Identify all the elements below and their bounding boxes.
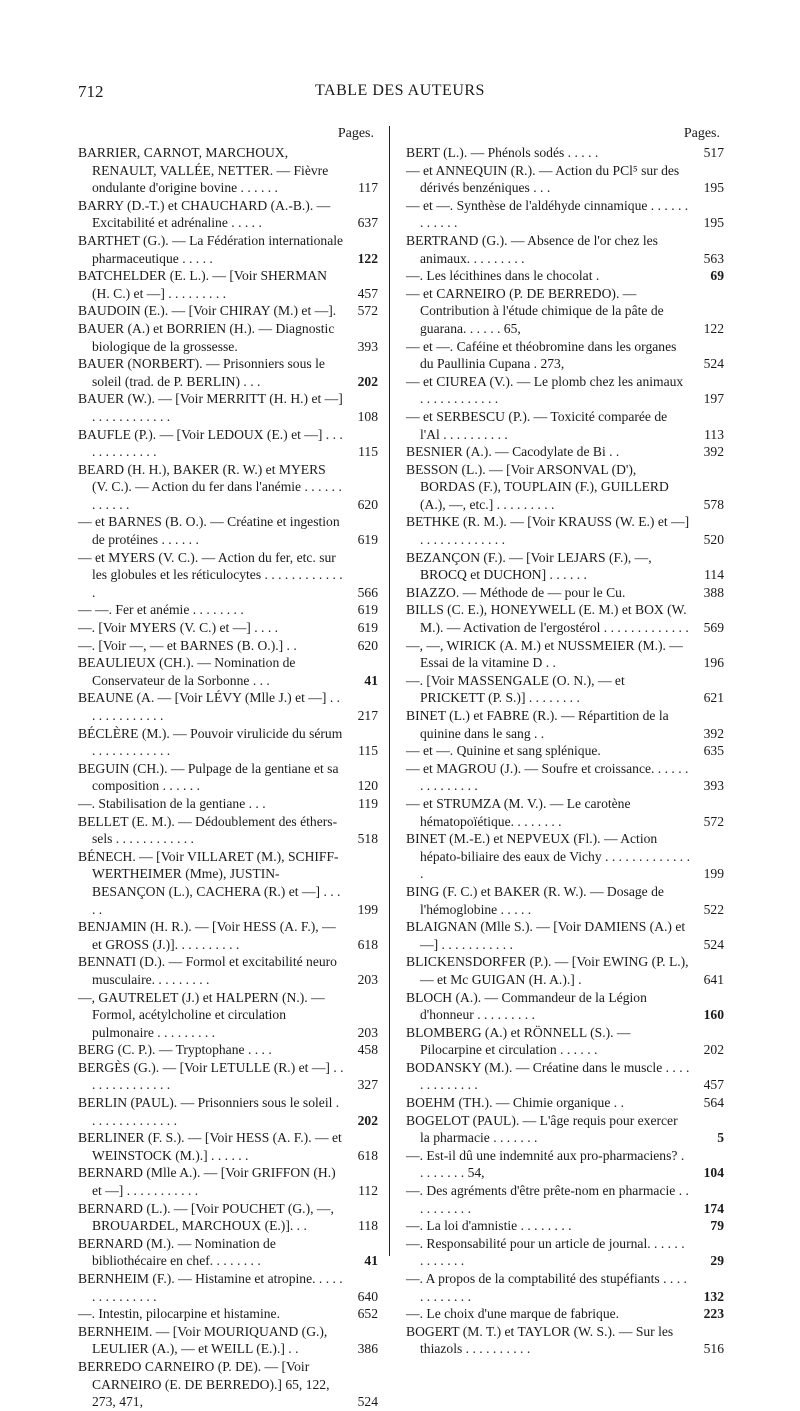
- index-entry: [406, 953, 724, 988]
- index-entry: [78, 1094, 378, 1129]
- entry-text: BILLS (C. E.), HONEYWELL (E. M.) et BOX (W. M.). — Activation de l'ergostérol . . . . . . . . . . . . .: [406, 602, 689, 636]
- entry-page-number: 122: [703, 320, 724, 336]
- index-entry: [78, 725, 378, 760]
- entry-text: — et MYERS (V. C.). — Action du fer, etc. sur les globules et les réticulocytes . . . . . . . . . . . . .: [78, 549, 343, 600]
- index-entry: [406, 795, 724, 830]
- entry-page-number: 117: [358, 180, 378, 196]
- index-entry: [406, 760, 724, 795]
- entry-text: BLOMBERG (A.) et RÖNNELL (S.). — Pilocarpine et circulation . . . . . .: [406, 1024, 631, 1058]
- entry-page-number: 223: [703, 1306, 724, 1322]
- column-divider: [389, 126, 390, 1256]
- entry-page-number: 641: [703, 971, 724, 987]
- entry-text: BEAULIEUX (CH.). — Nomination de Conservateur de la Sorbonne . . .: [78, 655, 296, 688]
- index-entry: [406, 1270, 724, 1305]
- entry-text: BERNHEIM (F.). — Histamine et atropine. . . . . . . . . . . . . . .: [78, 1271, 343, 1304]
- index-entry: [78, 1129, 378, 1164]
- index-entry: [406, 989, 724, 1024]
- entry-page-number: 174: [703, 1200, 724, 1216]
- entry-text: —. Des agréments d'être prête-nom en pharmacie . . . . . . . . . .: [406, 1183, 689, 1216]
- entry-page-number: 652: [357, 1306, 378, 1322]
- entry-text: BÉNECH. — [Voir VILLARET (M.), SCHIFF-WERTHEIMER (Mme), JUSTIN-BESANÇON (L.), CACHERA (R.) et —] . . . . .: [78, 848, 341, 917]
- entry-text: — et STRUMZA (M. V.). — Le carotène hématopoïétique. . . . . . . .: [406, 795, 631, 829]
- entry-page-number: 195: [703, 180, 724, 196]
- entry-text: BERGÈS (G.). — [Voir LETULLE (R.) et —] . . . . . . . . . . . . . .: [78, 1059, 344, 1093]
- page-number: 712: [78, 82, 104, 101]
- index-entry: [78, 601, 378, 619]
- entry-text: —. A propos de la comptabilité des stupéfiants . . . . . . . . . . . .: [406, 1271, 687, 1304]
- entry-text: — et MAGROU (J.). — Soufre et croissance. . . . . . . . . . . . . . .: [406, 760, 689, 794]
- right-column: [406, 124, 724, 1358]
- index-entry: [406, 707, 724, 742]
- entry-page-number: 118: [358, 1218, 378, 1234]
- entry-text: BING (F. C.) et BAKER (R. W.). — Dosage de l'hémoglobine . . . . .: [406, 883, 664, 917]
- entry-page-number: 458: [357, 1042, 378, 1058]
- entry-page-number: 393: [357, 338, 378, 354]
- index-entry: [406, 373, 724, 408]
- index-entry: [406, 1059, 724, 1094]
- entry-text: BLICKENSDORFER (P.). — [Voir EWING (P. L.), — et Mc GUIGAN (H. A.).] .: [406, 954, 689, 987]
- index-entry: [406, 1094, 724, 1112]
- index-entry: [406, 1182, 724, 1217]
- index-entry: [406, 267, 724, 285]
- index-entry: [78, 637, 378, 655]
- entry-page-number: 640: [357, 1288, 378, 1304]
- entry-text: — —. Fer et anémie . . . . . . . .: [78, 602, 244, 618]
- entry-text: — et SERBESCU (P.). — Toxicité comparée de l'Al . . . . . . . . . .: [406, 408, 668, 442]
- entry-text: —. Intestin, pilocarpine et histamine.: [78, 1306, 280, 1322]
- index-entry: [406, 672, 724, 707]
- entry-page-number: 104: [703, 1165, 724, 1181]
- index-entry: [78, 549, 378, 602]
- index-entry: [78, 267, 378, 302]
- entry-page-number: 517: [703, 145, 724, 160]
- entry-page-number: 620: [357, 637, 378, 653]
- entry-text: BERNHEIM. — [Voir MOURIQUAND (G.), LEULIER (A.), — et WEILL (E.).] . .: [78, 1323, 328, 1357]
- index-entry: [406, 443, 724, 461]
- index-entry: [78, 320, 378, 355]
- entry-page-number: 115: [358, 743, 378, 759]
- entry-page-number: 108: [357, 408, 378, 424]
- entry-page-number: 619: [357, 532, 378, 548]
- entry-text: BERNARD (Mlle A.). — [Voir GRIFFON (H.) et —] . . . . . . . . . . .: [78, 1165, 336, 1199]
- index-entry: [406, 1147, 724, 1182]
- entry-text: BERT (L.). — Phénols sodés . . . . .: [406, 145, 599, 160]
- entry-text: BELLET (E. M.). — Dédoublement des éthers-sels . . . . . . . . . . . .: [78, 813, 338, 847]
- entry-page-number: 119: [358, 795, 378, 811]
- entry-text: BERLIN (PAUL). — Prisonniers sous le soleil . . . . . . . . . . . . . .: [78, 1095, 340, 1128]
- index-entry: [78, 795, 378, 813]
- entry-page-number: 202: [357, 373, 378, 389]
- index-entry: [406, 1024, 724, 1059]
- index-entry: [406, 830, 724, 883]
- index-entry: [78, 1164, 378, 1199]
- entry-page-number: 41: [364, 672, 378, 688]
- entry-text: BODANSKY (M.). — Créatine dans le muscle . . . . . . . . . . . . .: [406, 1059, 690, 1093]
- index-entry: [406, 144, 724, 162]
- entry-text: BERREDO CARNEIRO (P. DE). — [Voir CARNEIRO (E. DE BERREDO).] 65, 122, 273, 471,: [78, 1358, 330, 1410]
- entry-page-number: 388: [703, 584, 724, 600]
- entry-page-number: 618: [357, 1147, 378, 1163]
- entry-page-number: 5: [717, 1130, 724, 1146]
- index-entry: [406, 883, 724, 918]
- entry-text: BERNARD (L.). — [Voir POUCHET (G.), —, BROUARDEL, MARCHOUX (E.)]. . .: [78, 1200, 334, 1234]
- running-title: TABLE DES AUTEURS: [315, 82, 485, 99]
- entry-text: —. Responsabilité pour un article de journal. . . . . . . . . . . . .: [406, 1235, 685, 1269]
- index-entry: [406, 601, 724, 636]
- entry-text: —. [Voir MYERS (V. C.) et —] . . . .: [78, 620, 279, 636]
- entry-page-number: 518: [357, 831, 378, 847]
- entry-text: BERNARD (M.). — Nomination de bibliothécaire en chef. . . . . . . .: [78, 1235, 276, 1269]
- entry-text: — et —. Synthèse de l'aldéhyde cinnamique . . . . . . . . . . . .: [406, 197, 689, 231]
- entry-text: BOEHM (TH.). — Chimie organique . .: [406, 1095, 624, 1111]
- entry-page-number: 578: [703, 496, 724, 512]
- entry-page-number: 524: [357, 1394, 378, 1410]
- entry-page-number: 120: [357, 778, 378, 794]
- index-entry: [406, 197, 724, 232]
- index-entry: [406, 742, 724, 760]
- entry-page-number: 217: [357, 708, 378, 723]
- index-entry: [406, 285, 724, 338]
- index-entry: [406, 1323, 724, 1358]
- entry-page-number: 635: [703, 743, 724, 759]
- entry-text: BERLINER (F. S.). — [Voir HESS (A. F.). — et WEINSTOCK (M.).] . . . . . .: [78, 1130, 342, 1163]
- pages-label: Pages.: [337, 126, 374, 141]
- entry-text: BAUDOIN (E.). — [Voir CHIRAY (M.) et —].: [78, 303, 337, 319]
- entry-text: BARRY (D.-T.) et CHAUCHARD (A.-B.). — Excitabilité et adrénaline . . . . .: [78, 197, 331, 231]
- entry-text: —. Est-il dû une indemnité aux pro-pharmaciens? . . . . . . . . 54,: [406, 1147, 685, 1181]
- index-entry: [78, 689, 378, 724]
- left-column: [78, 124, 378, 1411]
- index-entry: [406, 637, 724, 672]
- index-entry: [406, 1305, 724, 1323]
- entry-text: BARRIER, CARNOT, MARCHOUX, RENAULT, VALLÉE, NETTER. — Fièvre ondulante d'origine bovine . . . . . .: [78, 145, 329, 196]
- index-entry: [78, 232, 378, 267]
- entry-text: — et ANNEQUIN (R.). — Action du PCl⁵ sur des dérivés benzéniques . . .: [406, 162, 680, 196]
- index-entry: [406, 232, 724, 267]
- entry-page-number: 618: [357, 936, 378, 952]
- index-entry: [78, 848, 378, 918]
- index-entry: [78, 355, 378, 390]
- index-entry: [78, 654, 378, 689]
- entry-text: BAUER (W.). — [Voir MERRITT (H. H.) et —] . . . . . . . . . . . .: [78, 391, 343, 424]
- entry-text: —, GAUTRELET (J.) et HALPERN (N.). — Formol, acétylcholine et circulation pulmonaire . . . . . . . . .: [78, 989, 325, 1040]
- entry-page-number: 386: [357, 1341, 378, 1357]
- entry-page-number: 196: [703, 655, 724, 671]
- entry-page-number: 195: [703, 215, 724, 231]
- index-entry: [78, 1041, 378, 1059]
- entry-text: BOGELOT (PAUL). — L'âge requis pour exercer la pharmacie . . . . . . .: [406, 1112, 678, 1146]
- entry-page-number: 522: [703, 901, 724, 917]
- index-entry: [78, 1200, 378, 1235]
- pages-label: Pages.: [683, 126, 720, 141]
- entry-text: —. Les lécithines dans le chocolat .: [406, 268, 600, 284]
- entry-text: — et —. Quinine et sang splénique.: [406, 743, 601, 759]
- entry-text: BLOCH (A.). — Commandeur de la Légion d'honneur . . . . . . . . .: [406, 989, 647, 1023]
- entry-text: — et CIUREA (V.). — Le plomb chez les animaux . . . . . . . . . . . .: [406, 373, 684, 407]
- entry-text: BEARD (H. H.), BAKER (R. W.) et MYERS (V. C.). — Action du fer dans l'anémie . . . . . . . . . . . .: [78, 461, 342, 512]
- entry-page-number: 392: [703, 444, 724, 460]
- index-entry: [78, 461, 378, 514]
- index-entry: [78, 197, 378, 232]
- entry-page-number: 393: [703, 778, 724, 794]
- index-entry: [406, 408, 724, 443]
- index-entry: [78, 1323, 378, 1358]
- entry-text: BOGERT (M. T.) et TAYLOR (W. S.). — Sur les thiazols . . . . . . . . . .: [406, 1323, 674, 1357]
- index-entry: [78, 1305, 378, 1323]
- entry-page-number: 203: [357, 1024, 378, 1040]
- entry-page-number: 160: [703, 1007, 724, 1023]
- entry-text: BEAUNE (A. — [Voir LÉVY (Mlle J.) et —] . . . . . . . . . . . . .: [78, 690, 341, 723]
- entry-text: BEZANÇON (F.). — [Voir LEJARS (F.), —, BROCQ et DUCHON] . . . . . .: [406, 549, 652, 583]
- entry-page-number: 572: [357, 303, 378, 319]
- entry-text: BEGUIN (CH.). — Pulpage de la gentiane et sa composition . . . . . .: [78, 760, 339, 794]
- index-entry: [78, 426, 378, 461]
- entry-text: BAUER (A.) et BORRIEN (H.). — Diagnostic biologique de la grossesse.: [78, 320, 335, 354]
- entry-text: —. La loi d'amnistie . . . . . . . .: [406, 1218, 572, 1234]
- index-entry: [78, 918, 378, 953]
- index-entry: [78, 390, 378, 425]
- entry-list: [78, 144, 378, 1411]
- index-entry: [78, 760, 378, 795]
- entry-page-number: 564: [703, 1095, 724, 1111]
- index-entry: [406, 549, 724, 584]
- entry-page-number: 566: [357, 584, 378, 600]
- entry-page-number: 79: [710, 1218, 724, 1234]
- index-entry: [78, 619, 378, 637]
- entry-page-number: 69: [710, 268, 724, 284]
- entry-page-number: 637: [357, 215, 378, 231]
- index-entry: [406, 513, 724, 548]
- entry-text: —. Stabilisation de la gentiane . . .: [78, 795, 266, 811]
- entry-page-number: 619: [357, 620, 378, 636]
- entry-page-number: 202: [357, 1112, 378, 1128]
- entry-text: BÉCLÈRE (M.). — Pouvoir virulicide du sérum . . . . . . . . . . . .: [78, 725, 343, 759]
- entry-page-number: 619: [357, 602, 378, 618]
- entry-page-number: 621: [703, 690, 724, 706]
- entry-page-number: 199: [357, 901, 378, 917]
- entry-text: BAUFLE (P.). — [Voir LEDOUX (E.) et —] . . . . . . . . . . . . .: [78, 426, 343, 460]
- entry-text: BATCHELDER (E. L.). — [Voir SHERMAN (H. C.) et —] . . . . . . . . .: [78, 268, 327, 301]
- entry-page-number: 202: [703, 1042, 724, 1058]
- index-entry: [78, 1059, 378, 1094]
- entry-list: [406, 144, 724, 1358]
- index-entry: [78, 989, 378, 1042]
- entry-text: — et CARNEIRO (P. DE BERREDO). — Contribution à l'étude chimique de la pâte de guarana. . . . . . 65,: [406, 285, 664, 336]
- entry-text: BIAZZO. — Méthode de — pour le Cu.: [406, 584, 626, 600]
- index-entry: [78, 813, 378, 848]
- entry-text: BENNATI (D.). — Formol et excitabilité neuro musculaire. . . . . . . . .: [78, 954, 337, 987]
- entry-text: BINET (L.) et FABRE (R.). — Répartition de la quinine dans le sang . .: [406, 708, 669, 741]
- entry-text: — et BARNES (B. O.). — Créatine et ingestion de protéines . . . . . .: [78, 514, 340, 548]
- entry-text: BERTRAND (G.). — Absence de l'or chez les animaux. . . . . . . . .: [406, 232, 658, 266]
- entry-text: BETHKE (R. M.). — [Voir KRAUSS (W. E.) et —] . . . . . . . . . . . . .: [406, 514, 690, 548]
- entry-page-number: 41: [364, 1253, 378, 1269]
- index-entry: [78, 1358, 378, 1411]
- entry-page-number: 524: [703, 936, 724, 952]
- entry-page-number: 524: [703, 356, 724, 372]
- index-entry: [406, 918, 724, 953]
- entry-text: —. Le choix d'une marque de fabrique.: [406, 1306, 620, 1322]
- entry-page-number: 392: [703, 725, 724, 741]
- entry-text: BLAIGNAN (Mlle S.). — [Voir DAMIENS (A.) et —] . . . . . . . . . . .: [406, 919, 686, 952]
- index-entry: [406, 584, 724, 602]
- index-entry: [78, 1235, 378, 1270]
- index-entry: [406, 1217, 724, 1235]
- index-entry: [406, 1112, 724, 1147]
- entry-page-number: 197: [703, 391, 724, 407]
- entry-text: —, —, WIRICK (A. M.) et NUSSMEIER (M.). — Essai de la vitamine D . .: [406, 637, 683, 671]
- entry-page-number: 516: [703, 1341, 724, 1357]
- entry-page-number: 457: [357, 285, 378, 301]
- entry-page-number: 457: [703, 1077, 724, 1093]
- entry-text: BAUER (NORBERT). — Prisonniers sous le soleil (trad. de P. BERLIN) . . .: [78, 356, 325, 389]
- page-header: [0, 82, 800, 112]
- entry-page-number: 29: [710, 1253, 724, 1269]
- entry-page-number: 199: [703, 866, 724, 882]
- entry-page-number: 122: [357, 250, 378, 266]
- entry-page-number: 112: [358, 1183, 378, 1199]
- entry-page-number: 327: [357, 1077, 378, 1093]
- entry-page-number: 563: [703, 250, 724, 266]
- entry-text: —. [Voir MASSENGALE (O. N.), — et PRICKETT (P. S.)] . . . . . . . .: [406, 672, 625, 706]
- index-entry: [78, 302, 378, 320]
- index-entry: [406, 162, 724, 197]
- index-entry: [78, 513, 378, 548]
- entry-page-number: 572: [703, 813, 724, 829]
- entry-page-number: 520: [703, 532, 724, 548]
- entry-text: — et —. Caféine et théobromine dans les organes du Paullinia Cupana . 273,: [406, 338, 677, 372]
- entry-page-number: 203: [357, 971, 378, 987]
- index-entry: [406, 338, 724, 373]
- entry-page-number: 132: [703, 1288, 724, 1304]
- entry-text: BENJAMIN (H. R.). — [Voir HESS (A. F.), — et GROSS (J.)]. . . . . . . . . .: [78, 919, 336, 952]
- entry-text: BARTHET (G.). — La Fédération internationale pharmaceutique . . . . .: [78, 232, 344, 266]
- entry-text: BERG (C. P.). — Tryptophane . . . .: [78, 1042, 272, 1058]
- entry-page-number: 113: [704, 426, 724, 442]
- index-entry: [406, 1235, 724, 1270]
- entry-page-number: 569: [703, 620, 724, 636]
- index-entry: [406, 461, 724, 514]
- entry-text: BINET (M.-E.) et NEPVEUX (Fl.). — Action hépato-biliaire des eaux de Vichy . . . . . . . . . . . . . .: [406, 831, 690, 882]
- index-entry: [78, 144, 378, 197]
- index-entry: [78, 1270, 378, 1305]
- entry-page-number: 620: [357, 496, 378, 512]
- entry-text: —. [Voir —, — et BARNES (B. O.).] . .: [78, 637, 297, 653]
- entry-text: BESNIER (A.). — Cacodylate de Bi . .: [406, 444, 620, 460]
- entry-text: BESSON (L.). — [Voir ARSONVAL (D'), BORDAS (F.), TOUPLAIN (F.), GUILLERD (A.), —, etc.] . . . . . . . . .: [406, 461, 669, 512]
- entry-page-number: 115: [358, 444, 378, 460]
- entry-page-number: 114: [704, 567, 724, 583]
- index-entry: [78, 953, 378, 988]
